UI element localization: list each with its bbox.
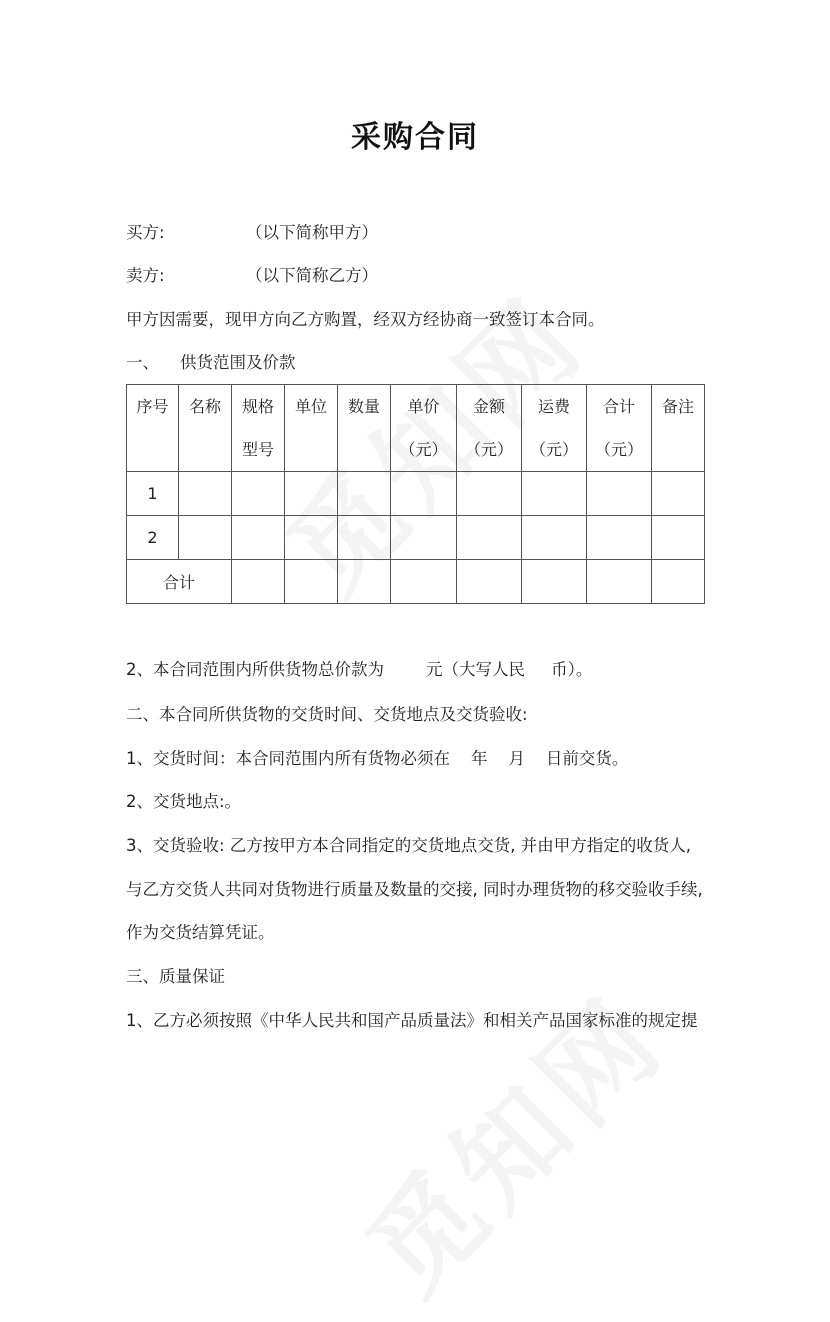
header-cell: 规格 型号 [232, 385, 285, 472]
table-total-row [127, 560, 705, 604]
acceptance-paragraph-line-1: 3、交货验收: 乙方按甲方本合同指定的交货地点交货, 并由甲方指定的收货人, [126, 836, 692, 855]
buyer-note: （以下简称甲方） [246, 223, 378, 242]
total-label: 合计 [127, 560, 232, 604]
header-cell: 备注 [652, 385, 705, 472]
row-number: 2 [127, 516, 179, 560]
table-row [127, 516, 705, 560]
quality-paragraph-line-1: 1、乙方必须按照《中华人民共和国产品质量法》和相关产品国家标准的规定提 [126, 1011, 698, 1030]
header-cell: 金额 （元） [457, 385, 522, 472]
delivery-time-paragraph: 1、交货时间：本合同范围内所有货物必须在 年 月 日前交货。 [126, 749, 629, 768]
header-cell: 序号 [127, 385, 179, 472]
header-cell: 单价 （元） [391, 385, 457, 472]
acceptance-paragraph-line-2: 与乙方交货人共同对货物进行质量及数量的交接, 同时办理货物的移交验收手续, [126, 880, 703, 899]
seller-line [126, 265, 378, 287]
header-cell: 名称 [179, 385, 232, 472]
buyer-line [126, 222, 378, 244]
row-number: 1 [127, 472, 179, 516]
buyer-label: 买方: [126, 223, 165, 242]
header-cell: 数量 [338, 385, 391, 472]
header-cell: 单位 [285, 385, 338, 472]
intro-paragraph: 甲方因需要，现甲方向乙方购置，经双方经协商一致签订本合同。 [126, 310, 605, 329]
goods-table [126, 384, 705, 604]
table-header-row [127, 385, 705, 472]
total-price-paragraph: 2、本合同范围内所供货物总价款为 元（大写人民 币）。 [126, 660, 593, 679]
delivery-place-paragraph: 2、交货地点:。 [126, 792, 242, 811]
seller-note: （以下简称乙方） [246, 266, 378, 285]
section-2-heading: 二、本合同所供货物的交货时间、交货地点及交货验收: [126, 705, 528, 724]
header-cell: 运费 （元） [522, 385, 587, 472]
section-1-heading: 一、 供货范围及价款 [126, 353, 296, 372]
acceptance-paragraph-line-3: 作为交货结算凭证。 [126, 923, 275, 942]
seller-label: 卖方: [126, 266, 165, 285]
header-cell: 合计 （元） [587, 385, 652, 472]
document-title: 采购合同 [351, 120, 479, 155]
table-row [127, 472, 705, 516]
section-3-heading: 三、质量保证 [126, 967, 225, 986]
